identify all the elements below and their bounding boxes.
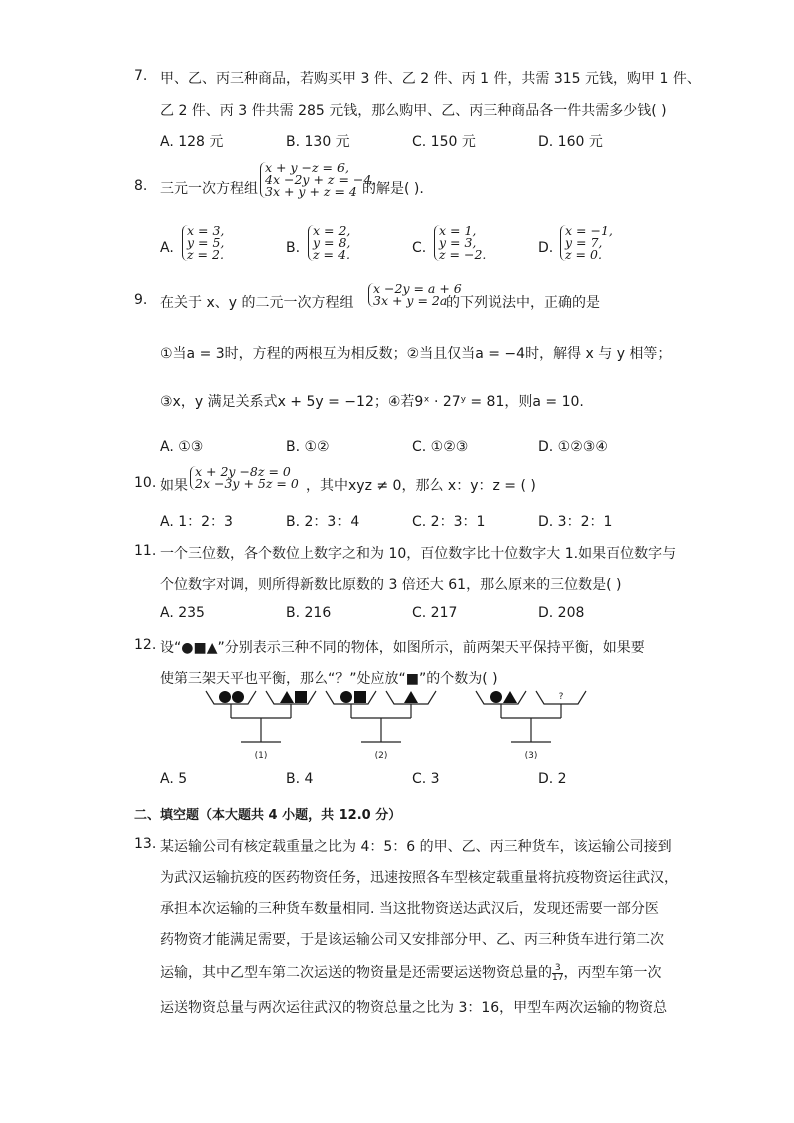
q8-a-row3: z = 2. <box>187 247 224 262</box>
q8-number: 8. <box>134 178 148 194</box>
q9-prefix: 在关于 x、y 的二元一次方程组 <box>160 295 354 311</box>
q9-statement-line1: ①当a = 3时，方程的两根互为相反数；②当且仅当a = −4时，解得 x 与 y 相等； <box>160 346 672 362</box>
q8-d-row2: y = 7, <box>565 235 603 250</box>
q8-option-d-system[interactable] <box>560 225 613 261</box>
scale-caption-1: (1) <box>254 751 268 761</box>
q13-number: 13. <box>134 836 157 852</box>
q8-option-b-letter[interactable]: B. <box>286 240 301 256</box>
q7-option-c[interactable]: C. 150 元 <box>412 134 476 150</box>
q12-number: 12. <box>134 637 157 653</box>
q8-option-c-letter[interactable]: C. <box>412 240 427 256</box>
q8-option-b-system[interactable] <box>308 225 350 261</box>
q10-option-b[interactable]: B. 2：3：4 <box>286 514 360 530</box>
q9-option-b[interactable]: B. ①② <box>286 439 330 455</box>
circle-icon <box>340 691 352 703</box>
q10-option-d[interactable]: D. 3：2：1 <box>538 514 613 530</box>
q12-option-c[interactable]: C. 3 <box>412 771 440 787</box>
q7-text-line1: 甲、乙、丙三种商品，若购买甲 3 件、乙 2 件、丙 1 件，共需 315 元钱，购甲 1 件、 <box>160 71 701 87</box>
q8-b-row1: x = 2, <box>313 223 351 238</box>
q7-option-a[interactable]: A. 128 元 <box>160 134 224 150</box>
q7-number: 7. <box>134 68 148 84</box>
q8-b-row2: y = 8, <box>313 235 351 250</box>
balance-scales-figure <box>200 686 600 766</box>
q13-line6: 运送物资总量与两次运往武汉的物资总量之比为 3：16，甲型车两次运输的物资总 <box>160 1000 668 1016</box>
q13-line4: 药物资才能满足需要，于是该运输公司又安排部分甲、乙、丙三种货车进行第二次 <box>160 932 664 948</box>
q12-option-b[interactable]: B. 4 <box>286 771 314 787</box>
q8-option-c-system[interactable] <box>434 225 486 261</box>
q11-option-d[interactable]: D. 208 <box>538 605 585 621</box>
q9-option-d[interactable]: D. ①②③④ <box>538 439 608 455</box>
q8-a-row2: y = 5, <box>187 235 225 250</box>
q12-option-d[interactable]: D. 2 <box>538 771 567 787</box>
section-heading-fill-in: 二、填空题（本大题共 4 小题，共 12.0 分） <box>134 808 402 823</box>
q8-suffix: 的解是( ). <box>362 181 424 197</box>
fraction-denominator: 17 <box>552 972 564 983</box>
q9-statement-line2: ③x，y 满足关系式x + 5y = −12；④若9ˣ · 27ʸ = 81，则a = 10. <box>160 394 584 410</box>
q9-option-c[interactable]: C. ①②③ <box>412 439 469 455</box>
q11-text-line2: 个位数字对调，则所得新数比原数的 3 倍还大 61，那么原来的三位数是( ) <box>160 577 622 593</box>
q9-eq2: 3x + y = 2a <box>373 293 448 308</box>
q10-number: 10. <box>134 475 157 491</box>
q13-line2: 为武汉运输抗疫的医药物资任务，迅速按照各车型核定载重量将抗疫物资运往武汉， <box>160 870 678 886</box>
circle-icon <box>232 691 244 703</box>
q8-d-row3: z = 0. <box>565 247 602 262</box>
circle-icon <box>490 691 502 703</box>
q8-b-row3: z = 4. <box>313 247 350 262</box>
q7-option-d[interactable]: D. 160 元 <box>538 134 603 150</box>
q13-line5 <box>160 962 661 983</box>
q8-equation-system <box>260 162 375 198</box>
q9-suffix: 的下列说法中，正确的是 <box>446 295 600 311</box>
q10-suffix: ，其中xyz ≠ 0，那么 x：y：z = ( ) <box>306 478 536 494</box>
q13-line3: 承担本次运输的三种货车数量相同. 当这批物资送达武汉后，发现还需要一部分医 <box>160 901 659 917</box>
q8-prefix: 三元一次方程组 <box>160 181 258 197</box>
scale-caption-3: (3) <box>524 751 538 761</box>
fraction-numerator: 3 <box>552 964 563 974</box>
q12-text-line2: 使第三架天平也平衡，那么“？”处应放“■”的个数为( ) <box>160 671 498 687</box>
q10-eq1: x + 2y −8z = 0 <box>195 464 291 479</box>
q9-option-a[interactable]: A. ①③ <box>160 439 204 455</box>
q13-fraction <box>552 964 563 983</box>
triangle-icon <box>280 691 294 703</box>
q8-option-a-letter[interactable]: A. <box>160 240 174 256</box>
q13-line5-prefix: 运输，其中乙型车第二次运送的物资量是还需要运送物资总量的 <box>160 965 552 981</box>
q8-option-d-letter[interactable]: D. <box>538 240 554 256</box>
q8-eq1: x + y −z = 6, <box>265 160 349 175</box>
circle-icon <box>219 691 231 703</box>
q7-text-line2: 乙 2 件、丙 3 件共需 285 元钱，那么购甲、乙、丙三种商品各一件共需多少钱( ) <box>160 103 667 119</box>
q13-line5-suffix: ，丙型车第一次 <box>563 965 662 981</box>
question-mark-label: ? <box>558 692 564 702</box>
triangle-icon <box>503 691 517 703</box>
q8-eq2: 4x −2y + z = −4, <box>265 172 376 187</box>
q10-option-a[interactable]: A. 1：2：3 <box>160 514 233 530</box>
q10-eq2: 2x −3y + 5z = 0 <box>195 476 299 491</box>
q8-c-row2: y = 3, <box>439 235 477 250</box>
q10-equation-system <box>190 466 299 490</box>
q8-c-row1: x = 1, <box>439 223 477 238</box>
q11-option-c[interactable]: C. 217 <box>412 605 458 621</box>
q11-option-a[interactable]: A. 235 <box>160 605 205 621</box>
q13-line1: 某运输公司有核定载重量之比为 4：5：6 的甲、乙、丙三种货车，该运输公司接到 <box>160 839 672 855</box>
q11-number: 11. <box>134 543 157 559</box>
q12-option-a[interactable]: A. 5 <box>160 771 188 787</box>
q8-a-row1: x = 3, <box>187 223 225 238</box>
q9-eq1: x −2y = a + 6 <box>373 281 462 296</box>
scale-caption-2: (2) <box>374 751 388 761</box>
square-icon <box>295 691 307 703</box>
square-icon <box>354 691 366 703</box>
q7-option-b[interactable]: B. 130 元 <box>286 134 350 150</box>
q8-option-a-system[interactable] <box>182 225 224 261</box>
q8-eq3: 3x + y + z = 4 <box>265 184 357 199</box>
q11-option-b[interactable]: B. 216 <box>286 605 332 621</box>
triangle-icon <box>404 691 418 703</box>
q11-text-line1: 一个三位数，各个数位上数字之和为 10，百位数字比十位数字大 1.如果百位数字与 <box>160 546 677 562</box>
q8-c-row3: z = −2. <box>439 247 487 262</box>
q10-prefix: 如果 <box>160 478 188 494</box>
q8-d-row1: x = −1, <box>565 223 613 238</box>
q10-option-c[interactable]: C. 2：3：1 <box>412 514 486 530</box>
q9-number: 9. <box>134 292 148 308</box>
q12-text-line1: 设“●■▲”分别表示三种不同的物体，如图所示，前两架天平保持平衡，如果要 <box>160 640 645 656</box>
